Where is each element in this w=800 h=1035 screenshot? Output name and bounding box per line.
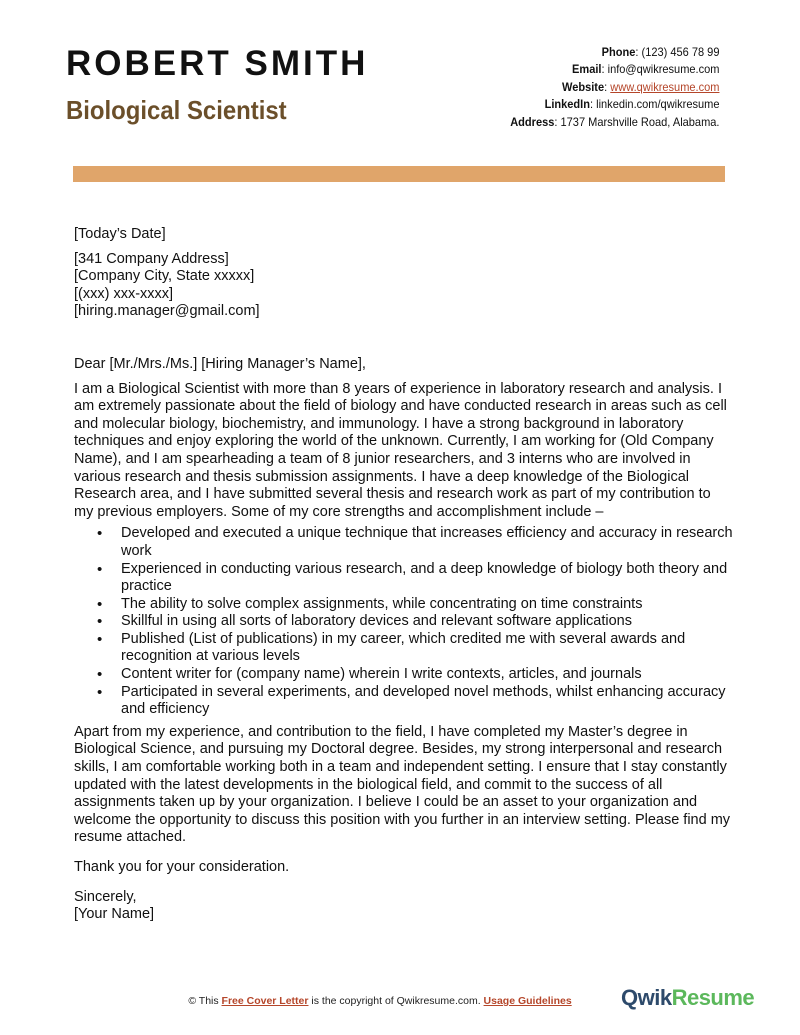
recipient-line: [hiring.manager@gmail.com] [74, 303, 260, 320]
list-item: • Participated in several experiments, and developed novel methods, whilst enhancing accuracy and efficiency [121, 684, 734, 719]
signoff: Sincerely, [74, 888, 137, 905]
list-item: • Developed and executed a unique technique that increases efficiency and accuracy in research work [121, 525, 734, 560]
job-title: Biological Scientist [66, 95, 287, 125]
contact-phone: Phone: (123) 456 78 99 [601, 45, 719, 59]
contact-email: Email: info@qwikresume.com [571, 62, 719, 77]
recipient-line: [341 Company Address] [74, 250, 229, 267]
thanks-line: Thank you for your consideration. [74, 859, 290, 875]
list-item: • Skillful in using all sorts of laboratory devices and relevant software applications [121, 613, 734, 631]
strengths-list [74, 525, 734, 719]
intro-paragraph: I am a Biological Scientist with more than 8 years of experience in laboratory research and analysis. I am extremely passionate about the field of biology and have conducted research in areas such as cell and molecular biology, biochemistry, and immunology. I have a strong background in laboratory techniques and enjoy exploring the world of the unknown. Currently, I am working for (Old Company Name), and I am spearheading a team of 8 junior researchers, and 3 interns who are involved in various research and thesis submission assignments. I have a deep knowledge of the Biological Research area, and I have submitted several thesis and research work as part of my contribution to my previous employers. Some of my core strengths and accomplishment include – [74, 380, 727, 520]
website-link[interactable]: www.qwikresume.com [609, 79, 719, 94]
contact-block [510, 44, 719, 131]
letter-body [74, 226, 734, 924]
closing-paragraph: Apart from my experience, and contribution to the field, I have completed my Master’s degree in Biological Science, and pursuing my Doctoral degree. Besides, my strong interpersonal and research skills, I am comfortable working both in a team and independent setting. I ensure that I stay constantly updated with the latest developments in the biological field, and commit to the success of all assignments taken up by your organization. I believe I could be an asset to your organization and welcome the opportunity to discuss this position with you further in an interview setting. Please find my resume attached. [74, 723, 731, 846]
salutation: Dear [Mr./Mrs./Ms.] [Hiring Manager’s Name], [74, 355, 366, 372]
list-item: • Experienced in conducting various research, and a deep knowledge of biology both theory and practice [121, 561, 734, 596]
letter-date: [Today’s Date] [74, 226, 166, 242]
accent-bar [73, 166, 725, 182]
free-cover-letter-link[interactable]: Free Cover Letter [221, 995, 309, 1007]
signature: [Your Name] [74, 906, 155, 923]
contact-address: Address: 1737 Marshville Road, Alabama. [509, 114, 719, 129]
list-item: • Published (List of publications) in my career, which credited me with several awards and recognition at various levels [121, 631, 734, 666]
applicant-name: ROBERT SMITH [66, 44, 369, 83]
copyright-footer: © This Free Cover Letter is the copyright of Qwikresume.com. Usage Guidelines [188, 995, 572, 1007]
qwikresume-logo: QwikResume [621, 985, 755, 1010]
list-item: • Content writer for (company name) wherein I write contexts, articles, and journals [121, 666, 734, 684]
recipient-line: [(xxx) xxx-xxxx] [74, 285, 174, 302]
recipient-block [74, 251, 734, 321]
list-item: • The ability to solve complex assignments, while concentrating on time constraints [121, 596, 734, 614]
contact-website: Website: www.qwikresume.com [561, 79, 719, 94]
recipient-line: [Company City, State xxxxx] [74, 268, 255, 285]
usage-guidelines-link[interactable]: Usage Guidelines [483, 995, 572, 1007]
contact-linkedin: LinkedIn: linkedin.com/qwikresume [544, 97, 719, 112]
